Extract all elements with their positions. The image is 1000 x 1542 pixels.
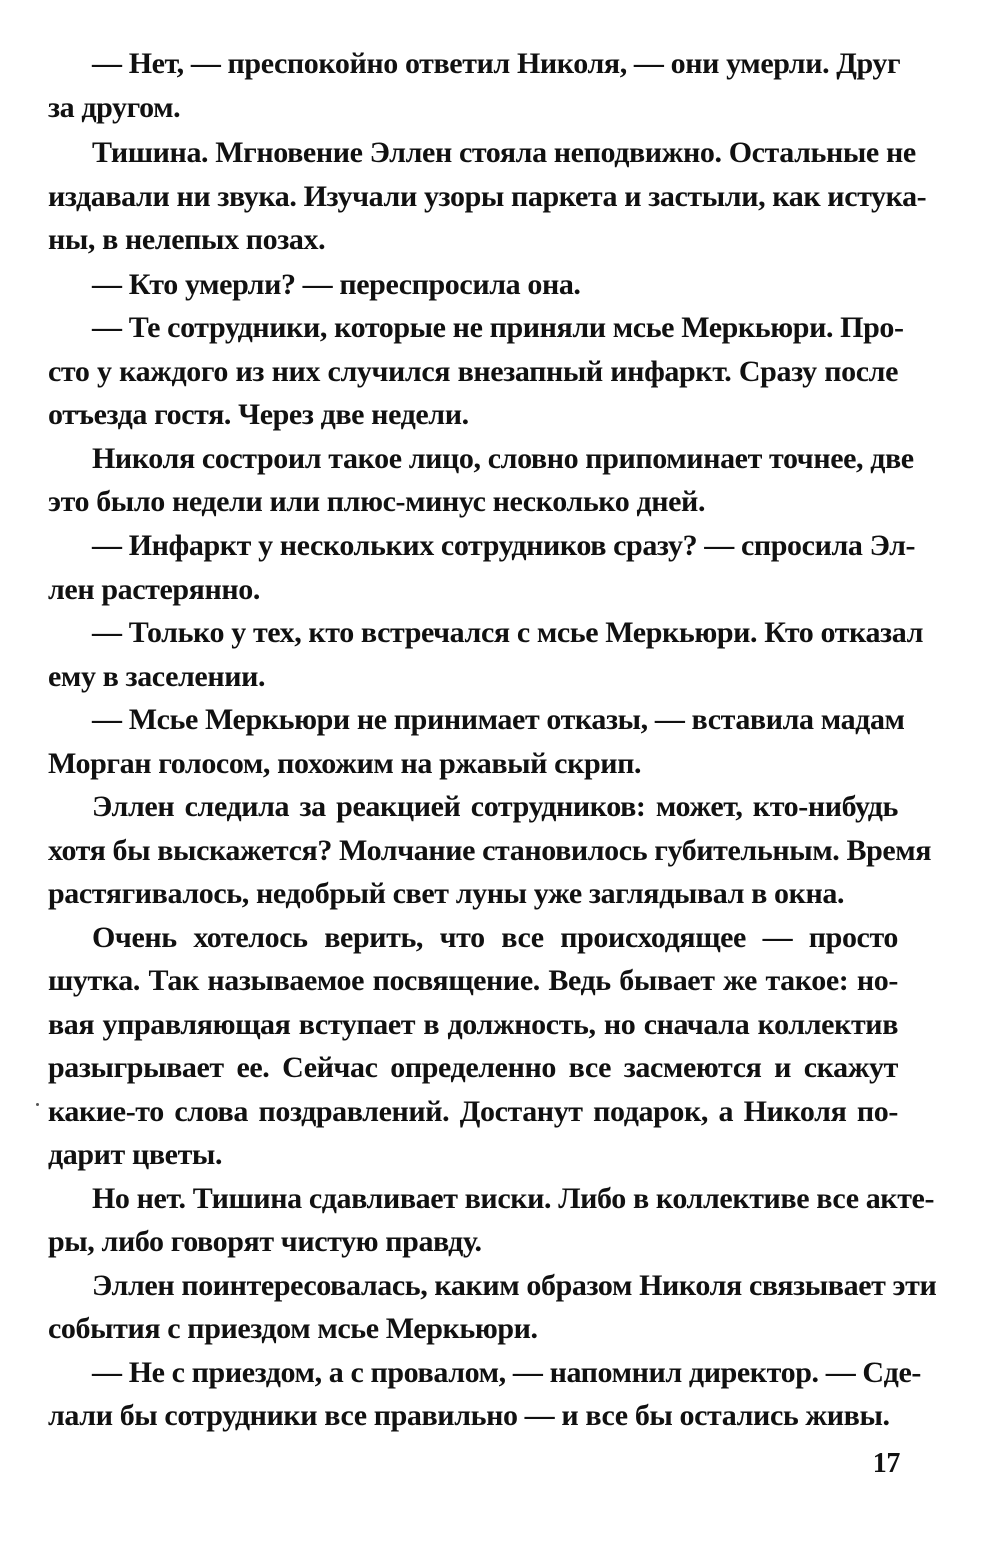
scan-speck — [36, 1103, 39, 1106]
text-line: лали бы сотрудники все правильно — и все бы остались живы. — [48, 1399, 890, 1432]
text-line: Морган голосом, похожим на ржавый скрип. — [48, 747, 642, 780]
page-number: 17 — [872, 1448, 900, 1479]
text-line: хотя бы выскажется? Молчание становилось губительным. Время — [48, 834, 932, 867]
text-line: разыгрывает ее. Сейчас определенно все засмеются и скажут — [48, 1051, 898, 1084]
text-line: — Нет, — преспокойно ответил Николя, — они умерли. Друг — [92, 47, 901, 80]
text-line: какие-то слова поздравлений. Достанут подарок, а Николя по- — [48, 1095, 898, 1128]
text-line: отъезда гостя. Через две недели. — [48, 398, 469, 431]
text-line: — Кто умерли? — переспросила она. — [92, 268, 581, 301]
text-line: — Только у тех, кто встречался с мсье Меркьюри. Кто отказал — [92, 616, 924, 649]
text-line: события с приездом мсье Меркьюри. — [48, 1312, 538, 1345]
text-line: — Те сотрудники, которые не приняли мсье Меркьюри. Про- — [92, 311, 904, 344]
text-line: издавали ни звука. Изучали узоры паркета и застыли, как истука- — [48, 180, 927, 213]
text-line: Эллен поинтересовалась, каким образом Николя связывает эти — [92, 1269, 937, 1302]
text-line: растягивалось, недобрый свет луны уже заглядывал в окна. — [48, 877, 845, 910]
text-line: — Мсье Меркьюри не принимает отказы, — вставила мадам — [92, 703, 905, 736]
text-line: вая управляющая вступает в должность, но сначала коллектив — [48, 1008, 898, 1041]
text-line: ны, в нелепых позах. — [48, 223, 326, 256]
text-line: Очень хотелось верить, что все происходящее — просто — [92, 921, 898, 954]
text-line: ры, либо говорят чистую правду. — [48, 1225, 482, 1258]
text-line: Эллен следила за реакцией сотрудников: может, кто-нибудь — [92, 790, 898, 823]
text-line: лен растерянно. — [48, 573, 260, 606]
text-line: — Инфаркт у нескольких сотрудников сразу? — спросила Эл- — [92, 529, 916, 562]
text-line: Николя состроил такое лицо, словно припоминает точнее, две — [92, 442, 914, 475]
text-line: шутка. Так называемое посвящение. Ведь бывает же такое: но- — [48, 964, 898, 997]
text-line: сто у каждого из них случился внезапный инфаркт. Сразу после — [48, 355, 898, 388]
text-line: ему в заселении. — [48, 660, 266, 693]
text-line: за другом. — [48, 91, 181, 124]
text-line: Тишина. Мгновение Эллен стояла неподвижно. Остальные не — [92, 136, 916, 169]
text-line: дарит цветы. — [48, 1138, 223, 1171]
text-line: Но нет. Тишина сдавливает виски. Либо в коллективе все акте- — [92, 1182, 935, 1215]
text-line: это было недели или плюс-минус несколько дней. — [48, 485, 706, 518]
text-line: — Не с приездом, а с провалом, — напомнил директор. — Сде- — [92, 1356, 921, 1389]
